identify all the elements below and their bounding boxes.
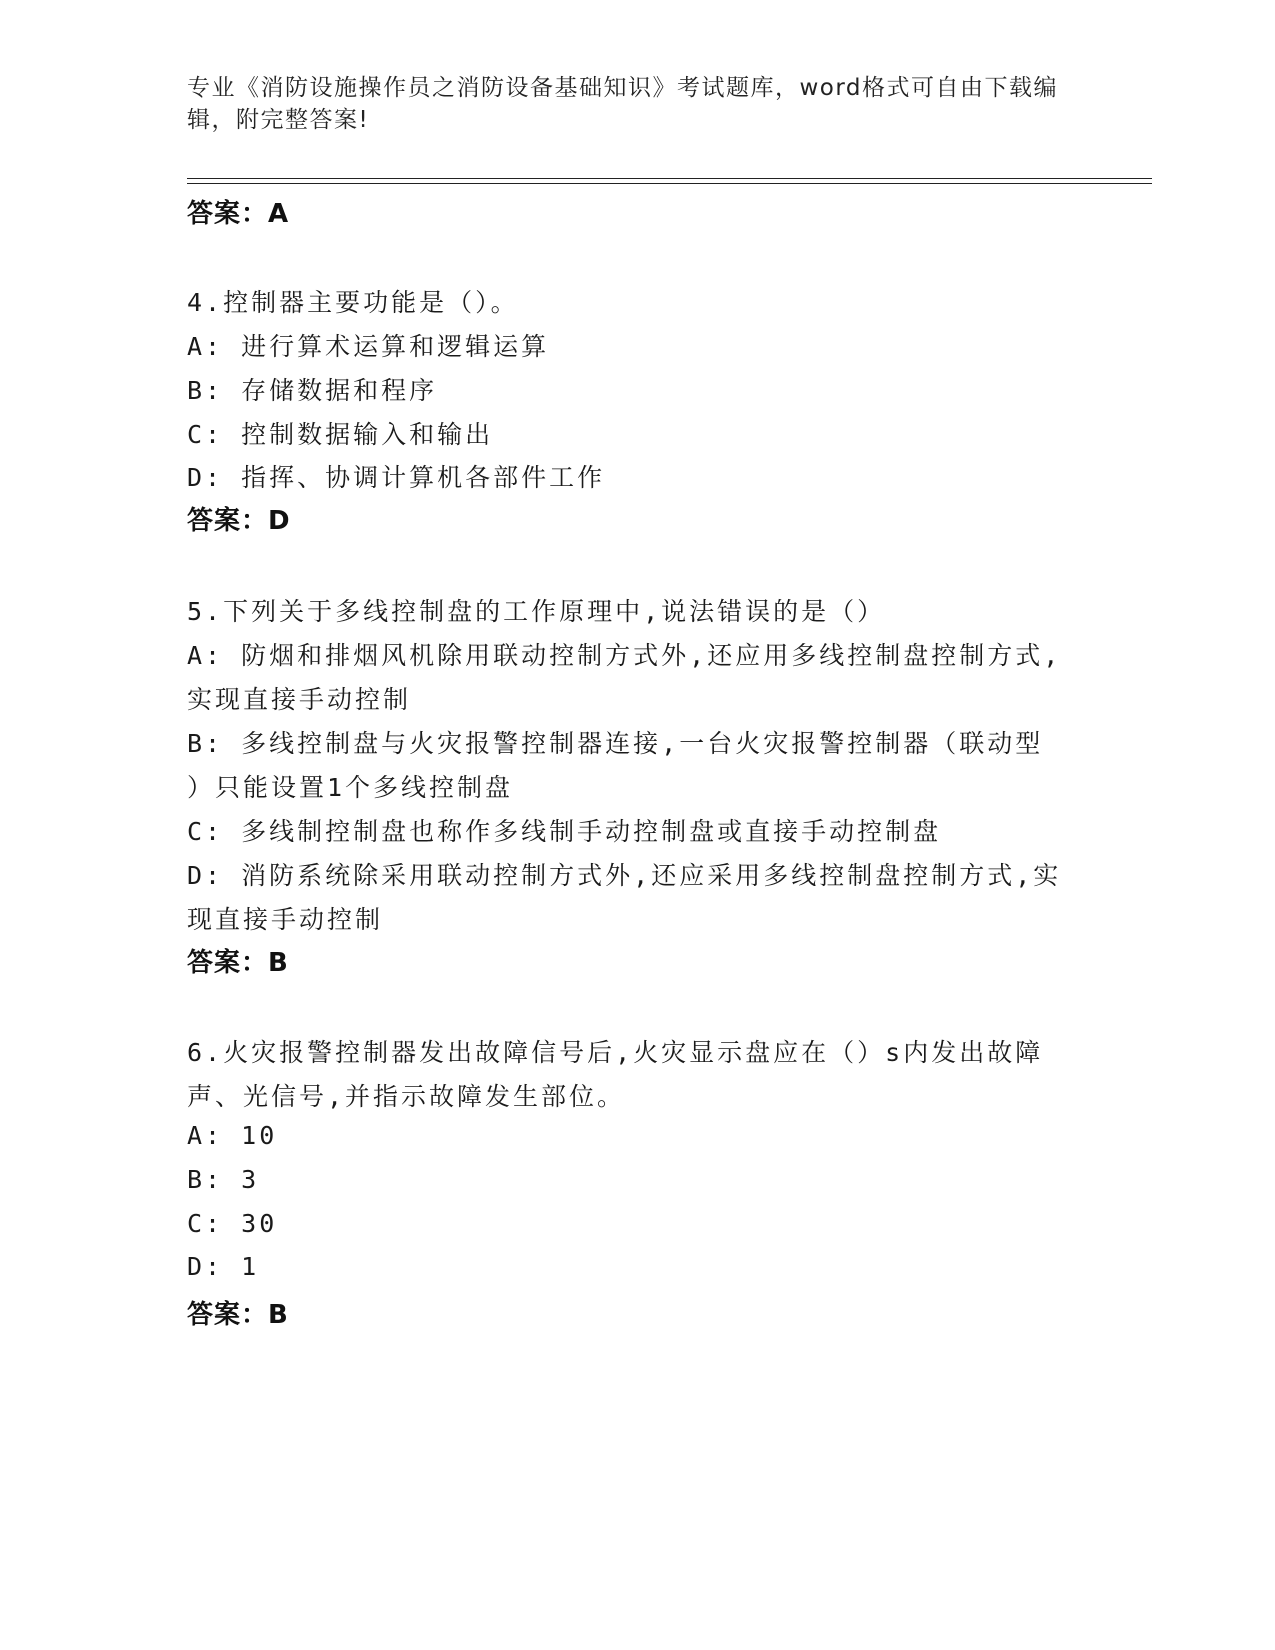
question-5-option-d-line-2: 现直接手动控制 [187, 905, 384, 934]
question-6-option-a: A: 10 [187, 1121, 278, 1150]
question-4-option-c: C: 控制数据输入和输出 [187, 420, 494, 449]
question-5-answer: 答案：B [187, 948, 289, 978]
question-5-option-b-line-1: B: 多线控制盘与火灾报警控制器连接,一台火灾报警控制器（联动型 [187, 729, 1044, 758]
question-6-option-d: D: 1 [187, 1252, 260, 1281]
question-5-option-d-line-1: D: 消防系统除采用联动控制方式外,还应采用多线控制盘控制方式,实 [187, 861, 1062, 890]
question-5-option-c: C: 多线制控制盘也称作多线制手动控制盘或直接手动控制盘 [187, 817, 942, 846]
question-4-option-a: A: 进行算术运算和逻辑运算 [187, 332, 550, 361]
question-5-option-b-line-2: ）只能设置1个多线控制盘 [187, 773, 514, 802]
question-4-answer: 答案：D [187, 506, 291, 536]
question-5-stem: 5.下列关于多线控制盘的工作原理中,说法错误的是（） [187, 597, 886, 626]
question-5-option-a-line-2: 实现直接手动控制 [187, 685, 412, 714]
header-divider-top [187, 178, 1152, 179]
header-title-line-1: 专业《消防设施操作员之消防设备基础知识》考试题库，word格式可自由下载编 [187, 75, 1059, 101]
question-4-option-d: D: 指挥、协调计算机各部件工作 [187, 463, 606, 492]
answer-prev: 答案：A [187, 199, 290, 229]
question-4-option-b: B: 存储数据和程序 [187, 376, 438, 405]
question-4-stem: 4.控制器主要功能是（）。 [187, 288, 519, 317]
header-divider-bottom [187, 183, 1152, 184]
question-6-stem-line-1: 6.火灾报警控制器发出故障信号后,火灾显示盘应在（）s内发出故障 [187, 1038, 1044, 1067]
question-6-option-c: C: 30 [187, 1209, 278, 1238]
question-6-option-b: B: 3 [187, 1165, 260, 1194]
question-6-answer: 答案：B [187, 1300, 289, 1330]
question-5-option-a-line-1: A: 防烟和排烟风机除用联动控制方式外,还应用多线控制盘控制方式, [187, 641, 1062, 670]
header-title-line-2: 辑，附完整答案! [187, 107, 370, 133]
question-6-stem-line-2: 声、光信号,并指示故障发生部位。 [187, 1082, 626, 1111]
document-header [187, 72, 1067, 136]
